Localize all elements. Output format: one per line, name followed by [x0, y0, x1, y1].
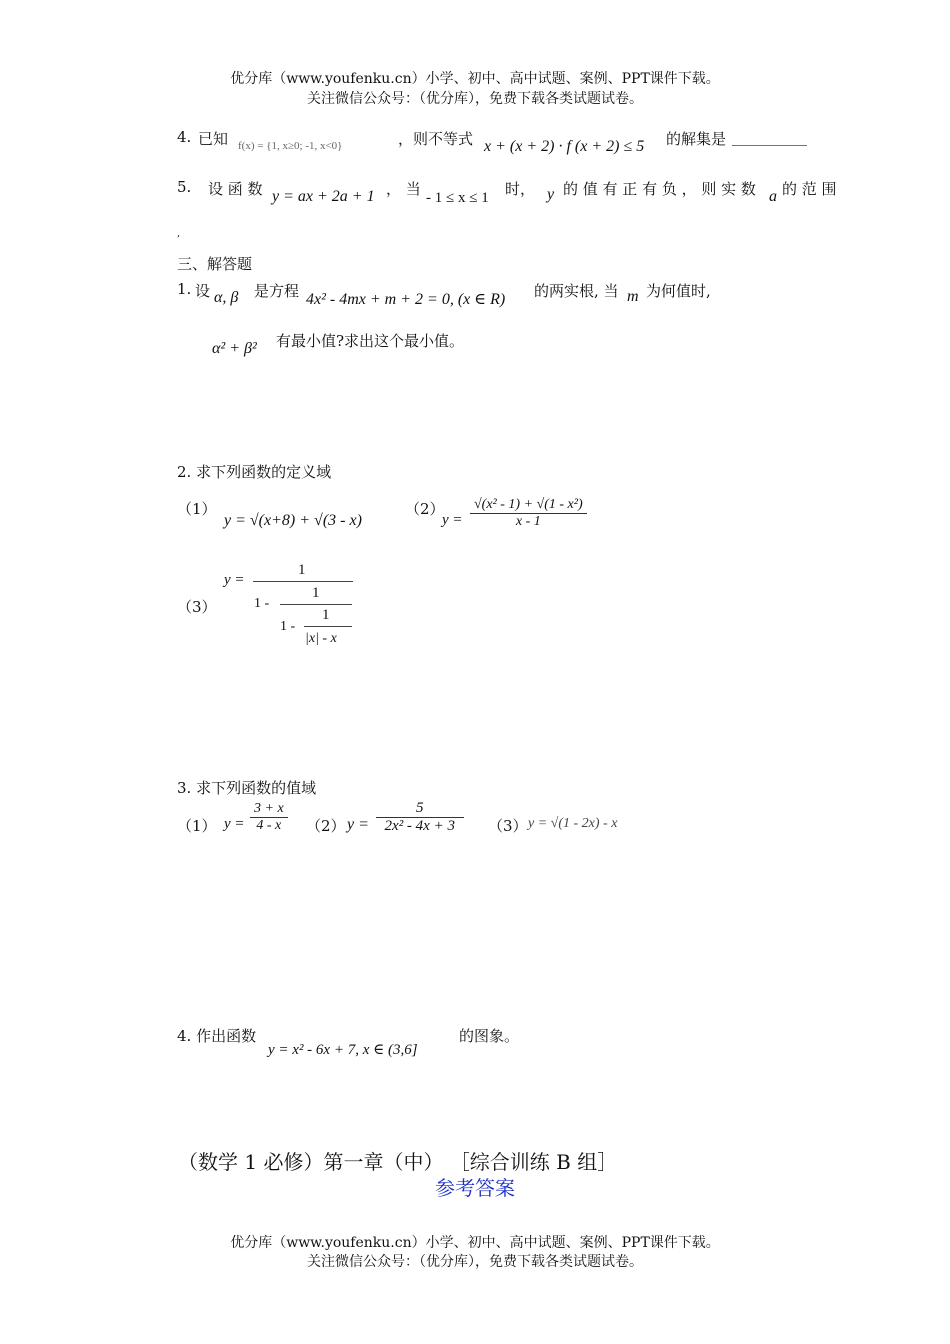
p3-den-1: 4 - x — [256, 818, 282, 833]
p3-label-3: （3） — [488, 817, 528, 835]
section-heading: 三、解答题 — [177, 255, 253, 273]
p2-expr-3-bar2 — [280, 604, 352, 605]
p1-mid: 是方程 — [254, 282, 300, 300]
p1-expr: α² + β² — [212, 340, 257, 357]
p1-text: 有最小值?求出这个最小值。 — [276, 332, 465, 350]
p2-expr-3-n1: 1 — [298, 562, 306, 578]
q4-ineq: x + (x + 2) · f (x + 2) ≤ 5 — [484, 138, 645, 155]
p1-post: 为何值时, — [646, 282, 711, 300]
p3-label-1: （1） — [177, 817, 217, 835]
q5-eq: y = ax + 2a + 1 — [272, 188, 375, 205]
p4-eq: y = x² - 6x + 7, x ∈ (3,6] — [268, 1042, 418, 1058]
answer-heading: 参考答案 — [435, 1176, 515, 1200]
q5-mid3: 的 值 有 正 有 负 ， 则 实 数 — [563, 180, 756, 198]
footer-line-1: 优分库（www.youfenku.cn）小学、初中、高中试题、案例、PPT课件下载。 — [230, 1235, 720, 1251]
p3-y-1: y = — [224, 816, 245, 832]
header-line-1: 优分库（www.youfenku.cn）小学、初中、高中试题、案例、PPT课件下载。 — [230, 71, 720, 87]
stray-mark: , — [177, 228, 181, 239]
p2-label-2: （2） — [405, 500, 445, 518]
p2-label-3: （3） — [177, 598, 217, 616]
q4-number: 4. — [177, 128, 192, 146]
p3-expr-3: y = √(1 - 2x) - x — [528, 816, 618, 831]
p4-post: 的图象。 — [459, 1027, 520, 1045]
q5-range: - 1 ≤ x ≤ 1 — [426, 190, 489, 206]
p1-eq: 4x² - 4mx + m + 2 = 0, (x ∈ R) — [306, 291, 506, 308]
p3-den-2: 2x² - 4x + 3 — [384, 818, 455, 834]
p2-expr-3-n3: 1 — [322, 607, 330, 623]
q5-a: a — [769, 188, 777, 205]
p2-expr-2-num: √(x² - 1) + √(1 - x²) — [470, 497, 587, 514]
p3-frac-1 — [250, 801, 288, 834]
p3-label-2: （2） — [306, 817, 346, 835]
p2-expr-3-m2: 1 - — [280, 619, 296, 634]
p3-num-1: 3 + x — [250, 801, 288, 818]
p2-expr-2-den: x - 1 — [515, 514, 541, 529]
p2-expr-3-den: |x| - x — [305, 631, 337, 646]
p2-expr-3-bar3 — [304, 626, 352, 627]
q5-post: 的 范 围 — [782, 180, 837, 198]
p2-expr-2-y: y = — [442, 512, 463, 528]
q4-pre: 已知 — [198, 130, 229, 148]
p2-expr-3-y: y = — [224, 572, 245, 588]
p2-expr-2-frac — [470, 497, 587, 530]
answer-section-title: （数学 1 必修）第一章（中） ［综合训练 B 组］ — [178, 1150, 618, 1174]
q4-post: 的解集是 — [666, 130, 727, 148]
p1-number: 1. — [177, 280, 192, 298]
header-line-2: 关注微信公众号：（优分库），免费下载各类试题试卷。 — [307, 91, 643, 107]
q4-func: f(x) = {1, x≥0; -1, x<0} — [238, 140, 343, 152]
p3-frac-2 — [376, 800, 464, 835]
p2-label-1: （1） — [177, 500, 217, 518]
p3-y-2: y = — [347, 816, 369, 833]
p3-num-2: 5 — [376, 800, 464, 818]
p2-expr-3-bar1 — [253, 581, 353, 582]
q5-pre: 设 函 数 — [208, 180, 263, 198]
q5-mid1: ， 当 — [386, 180, 421, 198]
p1-pre: 设 — [195, 282, 211, 300]
p1-vars: α, β — [214, 289, 239, 306]
p4-pre: 4. 作出函数 — [177, 1027, 257, 1045]
p1-mid2: 的两实根, 当 — [534, 282, 619, 300]
q4-blank[interactable]: __________ — [732, 128, 807, 146]
p1-m: m — [627, 288, 639, 305]
q5-mid2: 时， — [505, 180, 536, 198]
q4-mid: ，则不等式 — [398, 130, 474, 148]
p2-title: 2. 求下列函数的定义域 — [177, 463, 332, 481]
p3-title: 3. 求下列函数的值域 — [177, 779, 317, 797]
p2-expr-3-m1: 1 - — [254, 596, 270, 611]
p2-expr-1: y = √(x+8) + √(3 - x) — [224, 512, 362, 529]
q5-y: y — [547, 186, 555, 203]
footer-line-2: 关注微信公众号：（优分库），免费下载各类试题试卷。 — [307, 1254, 643, 1270]
q5-number: 5. — [177, 178, 192, 196]
p2-expr-3-n2: 1 — [312, 585, 320, 601]
